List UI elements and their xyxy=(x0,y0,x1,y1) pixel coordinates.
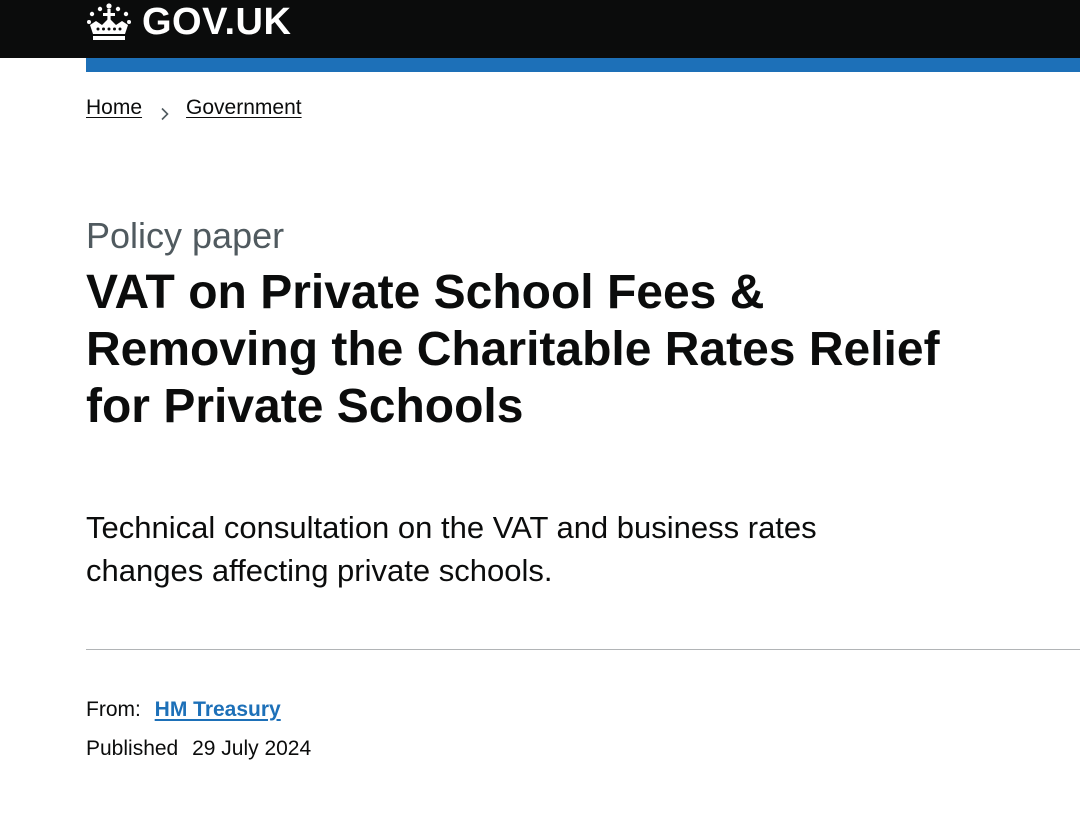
breadcrumb xyxy=(86,94,302,122)
published-label: Published xyxy=(86,737,179,760)
chevron-right-icon xyxy=(158,101,172,115)
section-divider xyxy=(86,649,1080,650)
from-label: From: xyxy=(86,698,141,721)
metadata-published xyxy=(86,735,311,763)
site-header xyxy=(0,0,1080,58)
breadcrumb-link-government[interactable]: Government xyxy=(186,96,302,119)
govuk-logo-link[interactable] xyxy=(86,0,291,44)
crown-icon xyxy=(86,3,142,41)
page-lead: Technical consultation on the VAT and business rates changes affecting private schools. xyxy=(86,510,817,588)
published-date: 29 July 2024 xyxy=(192,737,312,760)
page-caption: Policy paper xyxy=(86,215,285,256)
metadata-from xyxy=(86,696,281,724)
breadcrumb-link-home[interactable]: Home xyxy=(86,96,143,119)
logo-text: GOV.UK xyxy=(142,1,292,43)
organisation-link[interactable]: HM Treasury xyxy=(154,698,281,721)
header-accent-bar xyxy=(86,58,1080,72)
page-title: VAT on Private School Fees & Removing the Charitable Rates Relief for Private Schools xyxy=(86,266,940,433)
